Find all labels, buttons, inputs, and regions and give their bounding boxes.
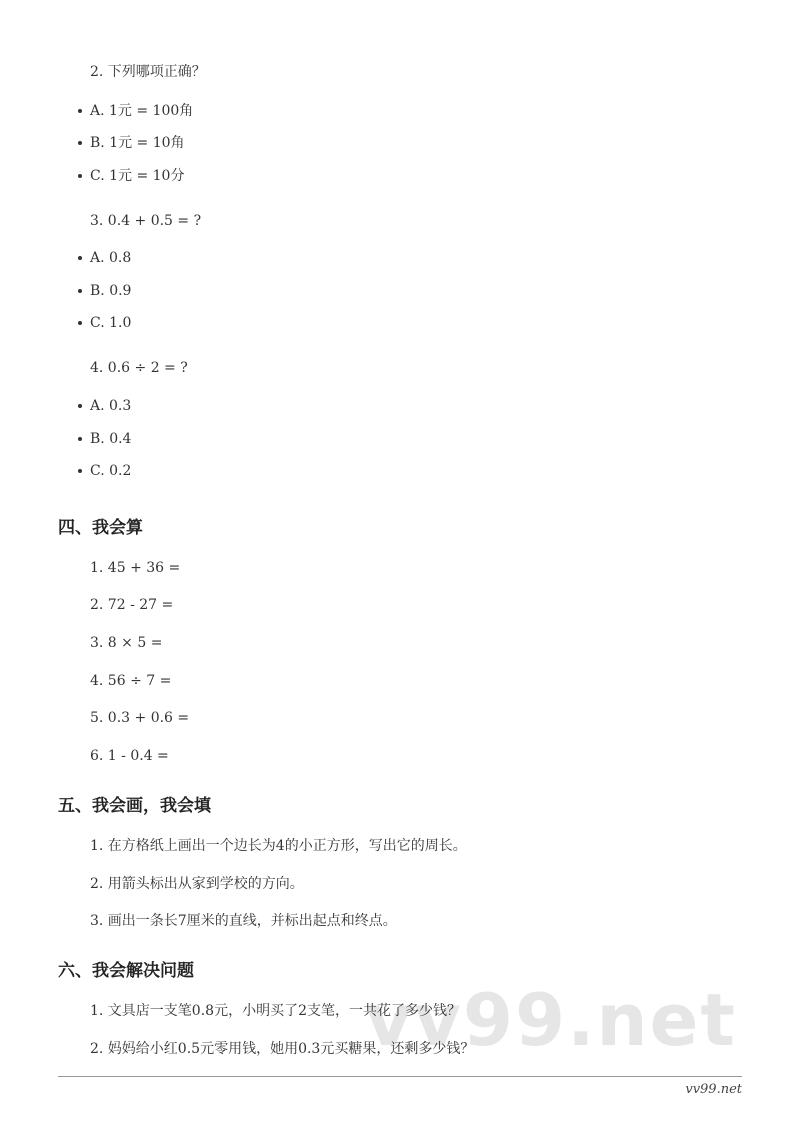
calc-item: 4. 56 ÷ 7 = bbox=[90, 673, 172, 689]
question-2: 2. 下列哪项正确？ bbox=[90, 64, 206, 80]
question-3: 3. 0.4 + 0.5 = ? bbox=[90, 213, 202, 229]
option-c: C. 0.2 bbox=[90, 463, 132, 479]
section-heading: 四、我会算 bbox=[58, 518, 143, 538]
calc-item: 3. 8 × 5 = bbox=[90, 635, 163, 651]
footer-site: vv99.net bbox=[685, 1082, 742, 1097]
option-b: B. 1元 = 10角 bbox=[90, 135, 185, 151]
calc-item: 1. 45 + 36 = bbox=[90, 560, 181, 576]
draw-item: 3. 画出一条长7厘米的直线，并标出起点和终点。 bbox=[90, 913, 397, 929]
option-a: A. 1元 = 100角 bbox=[90, 103, 194, 119]
problem-item: 2. 妈妈给小红0.5元零用钱，她用0.3元买糖果，还剩多少钱？ bbox=[90, 1041, 475, 1057]
option-a: A. 0.8 bbox=[90, 250, 132, 266]
option-c: C. 1元 = 10分 bbox=[90, 168, 185, 184]
option-b: B. 0.4 bbox=[90, 431, 132, 447]
option-a: A. 0.3 bbox=[90, 398, 132, 414]
calc-item: 5. 0.3 + 0.6 = bbox=[90, 710, 190, 726]
watermark: vv99.net bbox=[365, 978, 737, 1062]
draw-item: 2. 用箭头标出从家到学校的方向。 bbox=[90, 876, 304, 892]
draw-item: 1. 在方格纸上画出一个边长为4的小正方形，写出它的周长。 bbox=[90, 838, 467, 854]
option-c: C. 1.0 bbox=[90, 315, 132, 331]
problem-item: 1. 文具店一支笔0.8元，小明买了2支笔，一共花了多少钱？ bbox=[90, 1003, 461, 1019]
footer-divider bbox=[58, 1076, 742, 1077]
section-heading: 五、我会画，我会填 bbox=[58, 796, 211, 816]
calc-item: 2. 72 - 27 = bbox=[90, 597, 174, 613]
question-4: 4. 0.6 ÷ 2 = ? bbox=[90, 360, 188, 376]
option-b: B. 0.9 bbox=[90, 283, 132, 299]
calc-item: 6. 1 - 0.4 = bbox=[90, 748, 169, 764]
section-heading: 六、我会解决问题 bbox=[58, 961, 194, 981]
